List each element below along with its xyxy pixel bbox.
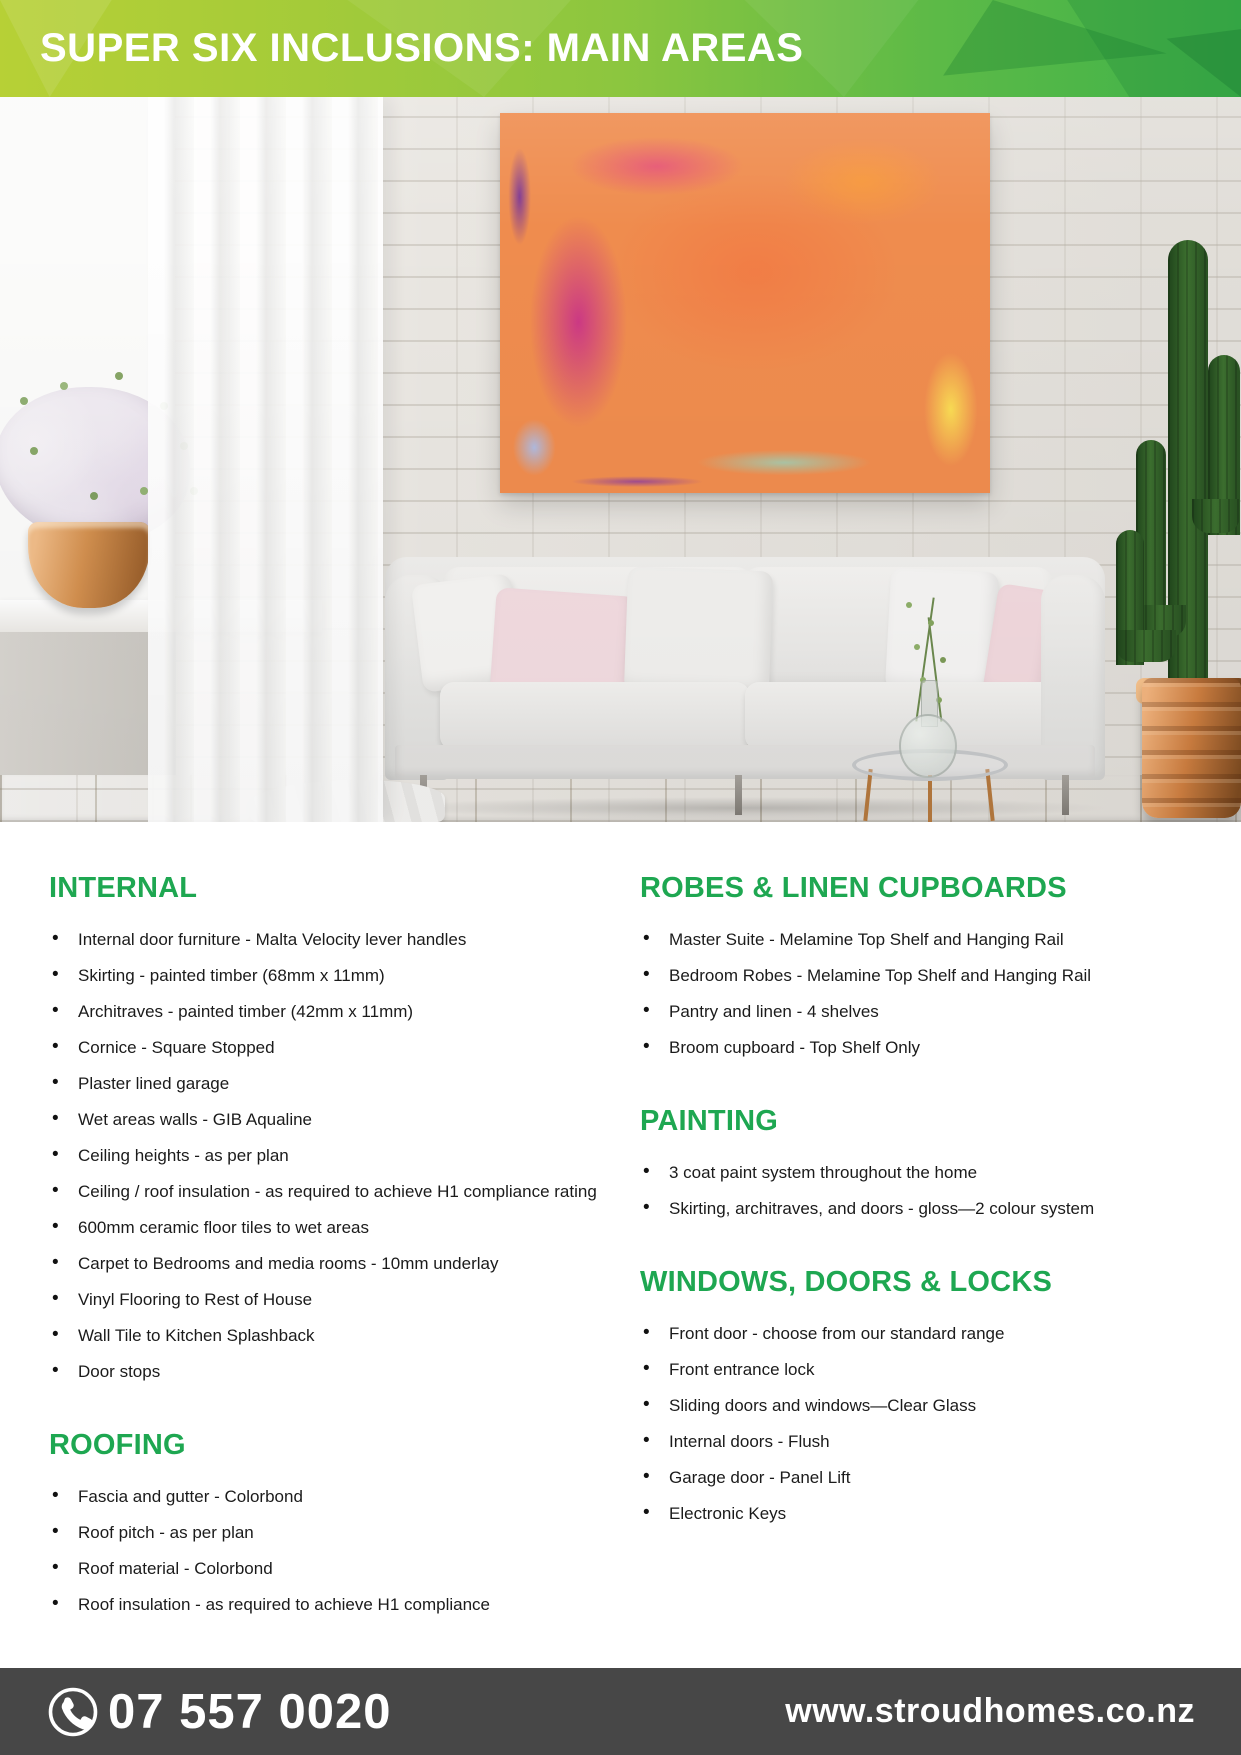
list-item: • Electronic Keys [640,1503,1165,1525]
bullet-list [640,1162,1165,1220]
section-heading: PAINTING [640,1105,779,1137]
page-title: SUPER SIX INCLUSIONS: MAIN AREAS [40,26,804,70]
bullet-list [640,929,1165,1059]
section-windows-doors-locks [640,1266,1165,1525]
section-roofing [49,1429,624,1616]
list-item: • Roof insulation - as required to achieve H1 compliance [49,1594,624,1616]
list-item: • 3 coat paint system throughout the home [640,1162,1165,1184]
list-item: • Ceiling heights - as per plan [49,1145,624,1167]
list-item: • Front door - choose from our standard range [640,1323,1165,1345]
list-item: • Carpet to Bedrooms and media rooms - 10mm underlay [49,1253,624,1275]
bullet-list [49,929,624,1383]
list-item: • Bedroom Robes - Melamine Top Shelf and Hanging Rail [640,965,1165,987]
list-item: • Pantry and linen - 4 shelves [640,1001,1165,1023]
list-item: • Garage door - Panel Lift [640,1467,1165,1489]
list-item: • Master Suite - Melamine Top Shelf and Hanging Rail [640,929,1165,951]
list-item: • Ceiling / roof insulation - as required to achieve H1 compliance rating [49,1181,624,1203]
section-heading: ROOFING [49,1429,186,1461]
photo-tone-overlay [0,97,1241,822]
list-item: • Broom cupboard - Top Shelf Only [640,1037,1165,1059]
section-heading: ROBES & LINEN CUPBOARDS [640,872,1067,904]
phone-number: 07 557 0020 [108,1684,392,1739]
list-item: • Front entrance lock [640,1359,1165,1381]
list-item: • Wet areas walls - GIB Aqualine [49,1109,624,1131]
list-item: • Cornice - Square Stopped [49,1037,624,1059]
bullet-list [640,1323,1165,1525]
left-column [49,872,624,1654]
section-heading: WINDOWS, DOORS & LOCKS [640,1266,1053,1298]
list-item: • Door stops [49,1361,624,1383]
list-item: • Plaster lined garage [49,1073,624,1095]
page-footer [0,1668,1241,1755]
list-item: • Architraves - painted timber (42mm x 11mm) [49,1001,624,1023]
list-item: • Roof pitch - as per plan [49,1522,624,1544]
hero-photo [0,97,1241,822]
list-item: • Skirting - painted timber (68mm x 11mm) [49,965,624,987]
list-item: • Sliding doors and windows—Clear Glass [640,1395,1165,1417]
phone-icon [46,1685,100,1739]
list-item: • 600mm ceramic floor tiles to wet areas [49,1217,624,1239]
section-painting [640,1105,1165,1220]
list-item: • Skirting, architraves, and doors - gloss—2 colour system [640,1198,1165,1220]
list-item: • Internal door furniture - Malta Velocity lever handles [49,929,624,951]
section-robes-linen [640,872,1165,1059]
list-item: • Fascia and gutter - Colorbond [49,1486,624,1508]
website-url: www.stroudhomes.co.nz [785,1692,1195,1730]
list-item: • Internal doors - Flush [640,1431,1165,1453]
list-item: • Vinyl Flooring to Rest of House [49,1289,624,1311]
list-item: • Wall Tile to Kitchen Splashback [49,1325,624,1347]
page-header [0,0,1241,97]
phone-block [46,1684,392,1740]
list-item: • Roof material - Colorbond [49,1558,624,1580]
bullet-list [49,1486,624,1616]
section-heading: INTERNAL [49,872,198,904]
right-column [640,872,1165,1563]
section-internal [49,872,624,1383]
